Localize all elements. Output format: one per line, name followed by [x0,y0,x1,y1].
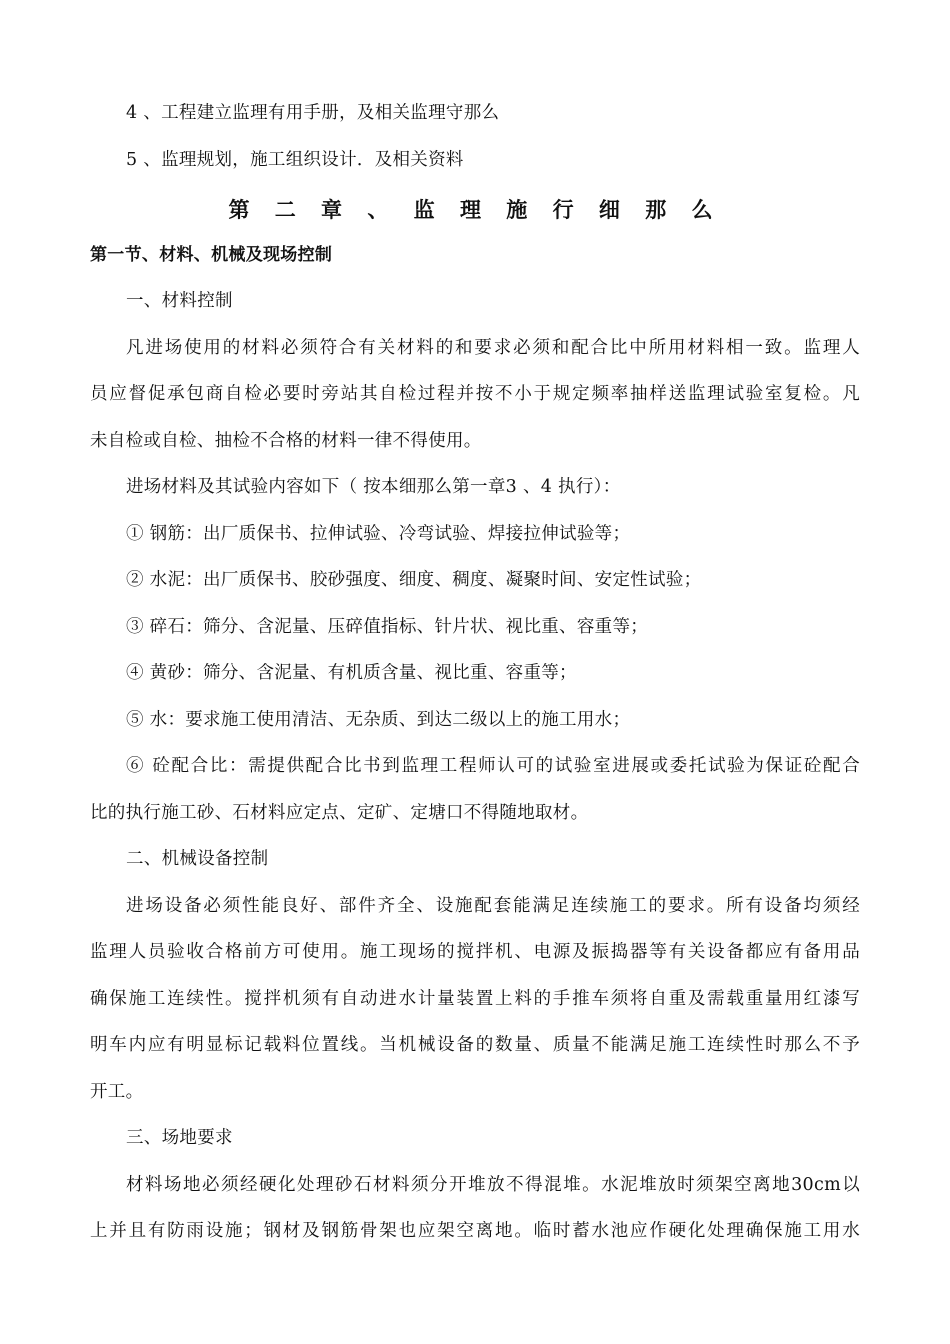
paragraph-line: 开工。 [90,1082,144,1102]
heading-machine-control: 二、机械设备控制 [126,849,269,869]
paragraph-line: 明车内应有明显标记载料位置线。当机械设备的数量、质量不能满足施工连续性时那么不予 [90,1035,860,1055]
heading-site-requirements: 三、场地要求 [126,1128,233,1148]
heading-material-control: 一、材料控制 [126,291,233,311]
list-item-4: 4 、工程建立监理有用手册，及相关监理守那么 [126,103,500,123]
section-title: 第一节、材料、机械及现场控制 [90,245,333,265]
list-item-sand: ④ 黄砂：筛分、含泥量、有机质含量、视比重、容重等； [126,663,577,683]
paragraph-line: 上并且有防雨设施；钢材及钢筋骨架也应架空离地。临时蓄水池应作硬化处理确保施工用水 [90,1221,860,1241]
list-item-gravel: ③ 碎石：筛分、含泥量、压碎值指标、针片状、视比重、容重等； [126,617,649,637]
list-item-5: 5 、监理规划，施工组织设计．及相关资料 [126,150,464,170]
list-item-concrete-mix: ⑥ 砼配合比：需提供配合比书到监理工程师认可的试验室进展或委托试验为保证砼配合 [126,756,860,776]
list-item-steel: ① 钢筋：出厂质保书、拉伸试验、冷弯试验、焊接拉伸试验等； [126,524,631,544]
paragraph-line: 未自检或自检、抽检不合格的材料一律不得使用。 [90,431,482,451]
paragraph-line: 凡进场使用的材料必须符合有关材料的和要求必须和配合比中所用材料相一致。监理人 [126,338,860,358]
paragraph-line: 进场材料及其试验内容如下（ 按本细那么第一章3 、4 执行）： [126,477,621,497]
paragraph-line: 比的执行施工砂、石材料应定点、定矿、定塘口不得随地取材。 [90,803,589,823]
paragraph-line: 材料场地必须经硬化处理砂石材料须分开堆放不得混堆。水泥堆放时须架空离地30cm以 [126,1175,860,1195]
list-item-water: ⑤ 水：要求施工使用清洁、无杂质、到达二级以上的施工用水； [126,710,631,730]
chapter-title: 第 二 章 、 监 理 施 行 细 那 么 [228,198,722,222]
paragraph-line: 确保施工连续性。搅拌机须有自动进水计量装置上料的手推车须将自重及需载重量用红漆写 [90,989,860,1009]
paragraph-line: 进场设备必须性能良好、部件齐全、设施配套能满足连续施工的要求。所有设备均须经 [126,896,860,916]
list-item-cement: ② 水泥：出厂质保书、胶砂强度、细度、稠度、凝聚时间、安定性试验； [126,570,702,590]
paragraph-line: 监理人员验收合格前方可使用。施工现场的搅拌机、电源及振捣器等有关设备都应有备用品 [90,942,860,962]
paragraph-line: 员应督促承包商自检必要时旁站其自检过程并按不小于规定频率抽样送监理试验室复检。凡 [90,384,860,404]
